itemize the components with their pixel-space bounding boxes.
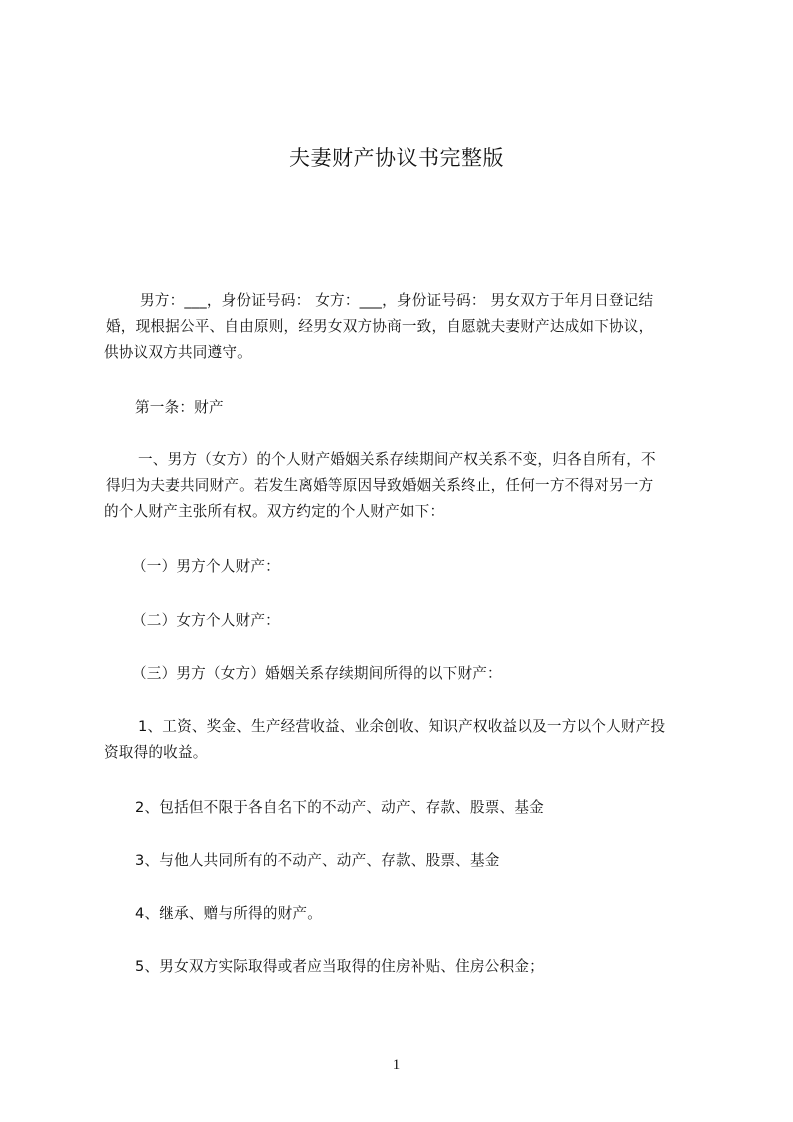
document-title: 夫妻财产协议书完整版 [289,146,504,170]
paragraph-line: （一）男方个人财产： [132,558,280,575]
paragraph-line: 婚，现根据公平、自由原则，经男女双方协商一致，自愿就夫妻财产达成如下协议， [106,318,654,335]
paragraph-line: 2、包括但不限于各自名下的不动产、动产、存款、股票、基金 [135,799,544,816]
clause-one-paragraph [104,447,718,525]
list-item-1 [104,714,718,766]
list-item-4 [104,901,718,927]
wife-property-item [104,608,718,634]
list-item-5 [104,954,718,980]
paragraph-line: 供协议双方共同遵守。 [104,344,252,361]
paragraph-line: 5、男女双方实际取得或者应当取得的住房补贴、住房公积金； [135,958,544,975]
paragraph-line: 男方：___，身份证号码： 女方：___，身份证号码： 男女双方于年月日登记结 [140,292,654,309]
paragraph-line: 资取得的收益。 [104,744,208,761]
article-heading [104,395,718,421]
paragraph-line: 1、工资、奖金、生产经营收益、业余创收、知识产权收益以及一方以个人财产投 [138,718,666,735]
page-number: 1 [392,1057,401,1073]
paragraph-line: 4、继承、赠与所得的财产。 [135,905,323,922]
marriage-period-property-item [104,661,718,687]
paragraph-line: （三）男方（女方）婚姻关系存续期间所得的以下财产： [132,665,502,682]
paragraph-line: 一、男方（女方）的个人财产婚姻关系存续期间产权关系不变，归各自所有，不 [138,451,656,468]
paragraph-line: 3、与他人共同所有的不动产、动产、存款、股票、基金 [135,852,500,869]
paragraph-line: （二）女方个人财产： [132,612,280,629]
list-item-3 [104,848,718,874]
paragraph-line: 的个人财产主张所有权。双方约定的个人财产如下： [104,503,445,520]
husband-property-item [104,554,718,580]
paragraph-line: 得归为夫妻共同财产。若发生离婚等原因导致婚姻关系终止，任何一方不得对另一方 [106,477,654,494]
preamble-paragraph [104,288,718,366]
list-item-2 [104,795,718,821]
paragraph-line: 第一条：财产 [135,399,224,416]
